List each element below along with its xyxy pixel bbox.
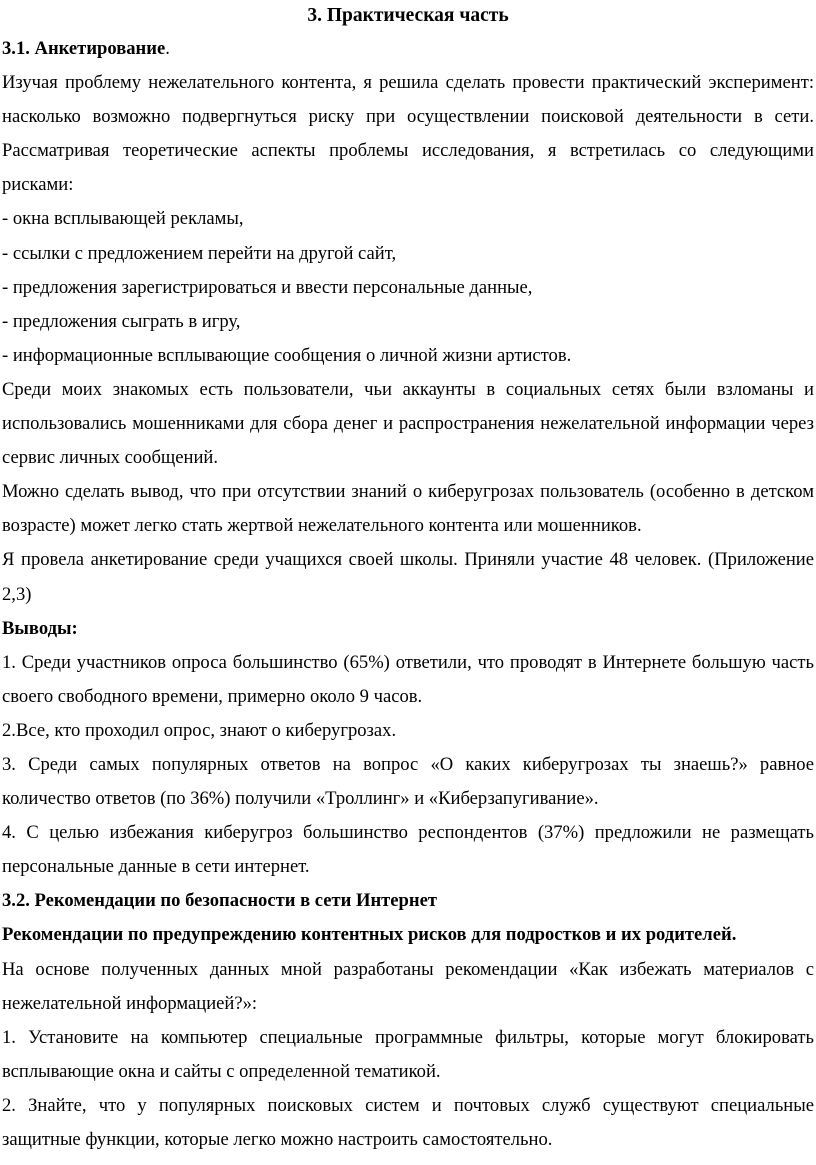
survey-paragraph: Я провела анкетирование среди учащихся своей школы. Приняли участие 48 человек. (Приложение 2,3): [2, 549, 814, 605]
risk-item: - предложения сыграть в игру,: [2, 310, 241, 332]
risk-item: - предложения зарегистрироваться и ввести персональные данные,: [2, 276, 533, 298]
risk-item: - информационные всплывающие сообщения о личной жизни артистов.: [2, 344, 572, 366]
section-heading-survey: [2, 32, 814, 66]
conclusion-paragraph: Можно сделать вывод, что при отсутствии знаний о киберугрозах пользователь (особенно в детском возрасте) может легко стать жертвой нежелательного контента или мошенников.: [2, 481, 814, 537]
conclusions-heading: Выводы:: [2, 617, 78, 639]
conclusion-item: 2.Все, кто проходил опрос, знают о киберугрозах.: [2, 719, 397, 741]
risk-item: - окна всплывающей рекламы,: [2, 208, 244, 230]
survey-intro-paragraph: Изучая проблему нежелательного контента, я решила сделать провести практический эксперимент: насколько возможно подвергнуться риску при осуществлении поисковой деятельности в сети. Рассматривая теоретические аспекты проблемы исследования, я встретилась со следующими рисками:: [2, 72, 814, 196]
risk-item: - ссылки с предложением перейти на другой сайт,: [2, 242, 397, 264]
recommendations-intro: На основе полученных данных мной разработаны рекомендации «Как избежать материалов с нежелательной информацией?»:: [2, 958, 814, 1014]
recommendation-item: 1. Установите на компьютер специальные программные фильтры, которые могут блокировать всплывающие окна и сайты с определенной тематикой.: [2, 1026, 814, 1082]
conclusion-item: 1. Среди участников опроса большинство (65%) ответили, что проводят в Интернете большую часть своего свободного времени, примерно около 9 часов.: [2, 651, 814, 707]
page-title: 3. Практическая часть: [307, 5, 509, 26]
section-heading-survey-dot: .: [165, 38, 170, 59]
recommendations-subheading: Рекомендации по предупреждению контентных рисков для подростков и их родителей.: [2, 924, 737, 946]
conclusion-item: 4. С целью избежания киберугроз большинство респондентов (37%) предложили не размещать персональные данные в сети интернет.: [2, 822, 814, 878]
section-heading-recommendations: 3.2. Рекомендации по безопасности в сети Интернет: [2, 890, 438, 912]
accounts-paragraph: Среди моих знакомых есть пользователи, чьи аккаунты в социальных сетях были взломаны и использовались мошенниками для сбора денег и распространения нежелательной информации через сервис личных сообщений.: [2, 378, 814, 469]
section-heading-survey-text: 3.1. Анкетирование: [2, 38, 166, 59]
recommendation-item: 2. Знайте, что у популярных поисковых систем и почтовых служб существуют специальные защитные функции, которые легко можно настроить самостоятельно.: [2, 1094, 814, 1150]
conclusion-item: 3. Среди самых популярных ответов на вопрос «О каких киберугрозах ты знаешь?» равное количество ответов (по 36%) получили «Троллинг» и «Киберзапугивание».: [2, 753, 814, 810]
